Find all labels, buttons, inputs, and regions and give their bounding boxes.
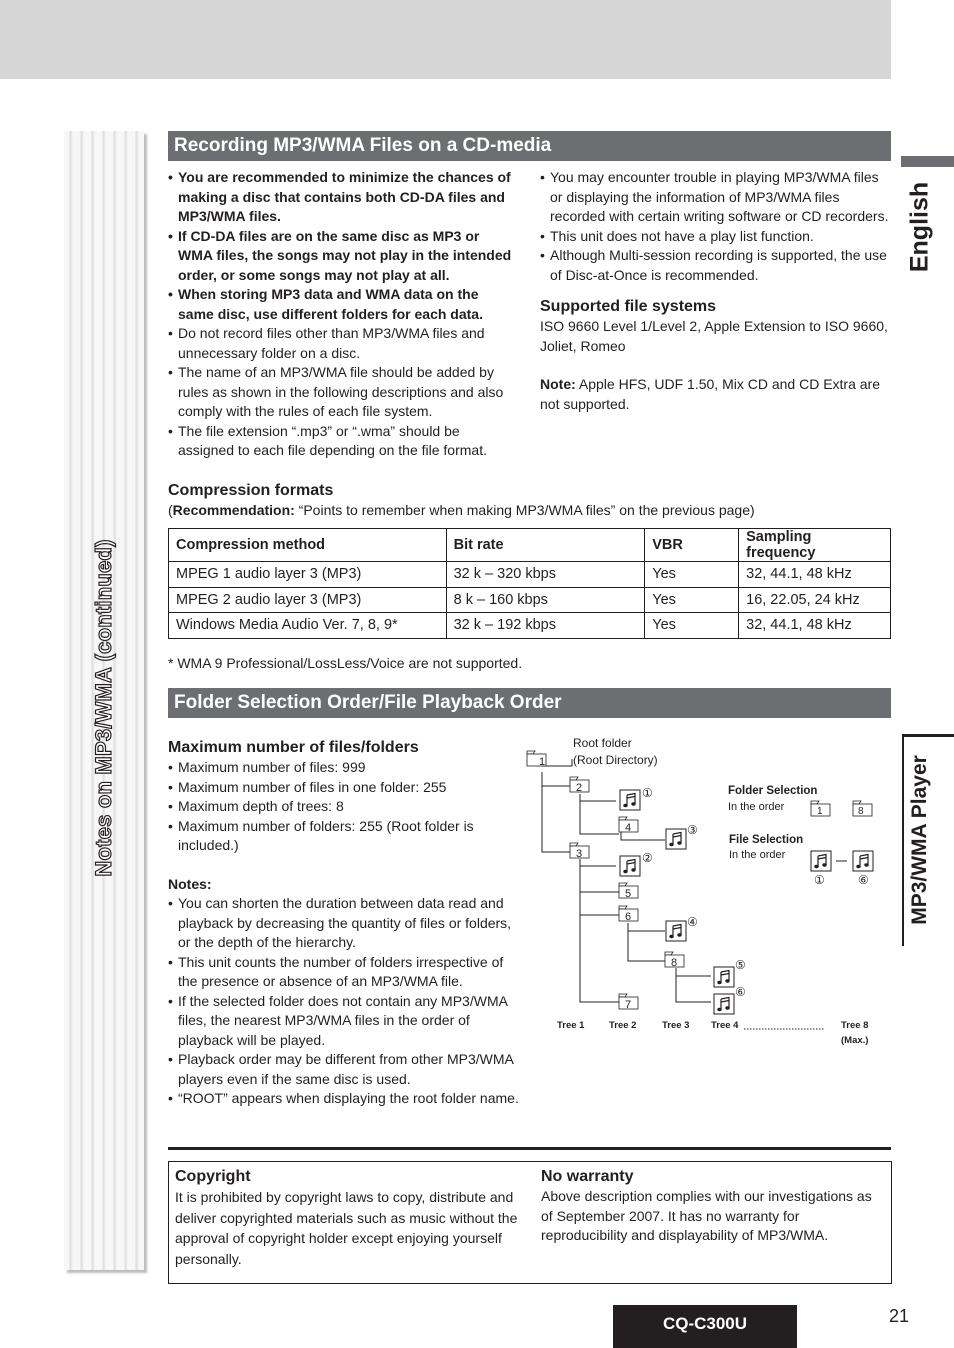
folder-selection-from: 1 — [817, 806, 823, 817]
list-item: • The name of an MP3/WMA file should be added by rules as shown in the following descriptions and also comply with the rules of each file system. — [168, 363, 513, 422]
recommendation-text: “Points to remember when making MP3/WMA files” on the previous page) — [294, 502, 755, 518]
list-item: • Maximum number of folders: 255 (Root folder is included.) — [168, 817, 520, 856]
list-item: • If CD-DA files are on the same disc as MP3 or WMA files, the songs may not play in the intended order, or some songs may not play at all. — [168, 227, 513, 286]
supported-file-systems-text: ISO 9660 Level 1/Level 2, Apple Extension to ISO 9660, Joliet, Romeo — [540, 318, 888, 354]
table-cell: 16, 22.05, 24 kHz — [739, 587, 891, 613]
file-selection-sub: In the order — [729, 849, 786, 861]
tree-label-4: Tree 4 — [711, 1020, 739, 1031]
table-cell: 8 k – 160 kbps — [446, 587, 645, 613]
compression-block — [168, 481, 891, 521]
folder-number-1: 1 — [539, 756, 546, 768]
file-marker-6: ⑥ — [735, 985, 746, 999]
copyright-title: Copyright — [175, 1168, 251, 1185]
table-cell: MPEG 1 audio layer 3 (MP3) — [169, 562, 447, 588]
note-text: Apple HFS, UDF 1.50, Mix CD and CD Extra are not supported. — [540, 376, 880, 412]
list-item: • “ROOT” appears when displaying the root folder name. — [168, 1089, 520, 1109]
tree-label-8: Tree 8 — [841, 1020, 869, 1031]
list-item: • If the selected folder does not contain any MP3/WMA files, the nearest MP3/WMA files in the order of playback will be played. — [168, 992, 520, 1051]
folder-left-column — [168, 738, 520, 1109]
folder-number-2: 2 — [576, 782, 583, 794]
compression-footnote: * WMA 9 Professional/LossLess/Voice are not supported. — [168, 655, 523, 671]
section-heading-folder-order: Folder Selection Order/File Playback Order — [168, 688, 891, 718]
file-system-note — [540, 375, 892, 414]
side-title: Notes on MP3/WMA (continued) — [91, 539, 116, 877]
top-header-bar — [0, 0, 891, 79]
section-heading-recording: Recording MP3/WMA Files on a CD-media — [168, 131, 891, 161]
table-header-row — [169, 529, 891, 562]
warranty-block — [541, 1167, 881, 1246]
list-item: • Maximum number of files in one folder: 255 — [168, 778, 520, 798]
table-cell: Yes — [645, 562, 739, 588]
file-marker-1: ① — [642, 786, 653, 800]
tree-label-3: Tree 3 — [662, 1020, 690, 1031]
list-item: • Maximum number of files: 999 — [168, 758, 520, 778]
folder-tree-diagram — [520, 730, 890, 1060]
header-vbr: VBR — [645, 529, 739, 562]
file-marker-5: ⑤ — [735, 958, 746, 972]
table-cell: 32 k – 320 kbps — [446, 562, 645, 588]
table-cell: MPEG 2 audio layer 3 (MP3) — [169, 587, 447, 613]
copyright-warranty-box — [168, 1161, 892, 1284]
folder-number-3: 3 — [576, 848, 583, 860]
compression-table — [168, 528, 891, 639]
list-item: • The file extension “.mp3” or “.wma” should be assigned to each file depending on the file format. — [168, 422, 513, 461]
warranty-title: No warranty — [541, 1168, 634, 1185]
folder-number-4: 4 — [625, 822, 632, 834]
page-number: 21 — [889, 1306, 910, 1326]
notes-heading: Notes: — [168, 875, 212, 892]
tree-max-label: (Max.) — [841, 1035, 869, 1046]
file-marker-3: ③ — [687, 823, 698, 837]
folder-selection-title: Folder Selection — [728, 785, 818, 797]
recording-right-column — [540, 168, 892, 414]
list-item: • You can shorten the duration between data read and playback by decreasing the quantity of files or folders, or the depth of the hierarchy. — [168, 894, 520, 953]
folder-selection-sub: In the order — [728, 801, 785, 813]
list-item: • You may encounter trouble in playing MP3/WMA files or displaying the information of MP3/WMA files recorded with certain writing software or CD recorders. — [540, 168, 892, 227]
language-tab: English — [905, 181, 934, 273]
folder-number-8: 8 — [671, 957, 678, 969]
table-row — [169, 562, 891, 588]
file-selection-title: File Selection — [729, 834, 804, 846]
folder-number-7: 7 — [625, 999, 632, 1011]
list-item: • Although Multi-session recording is supported, the use of Disc-at-Once is recommended. — [540, 246, 892, 285]
tree-lines — [520, 730, 890, 1060]
recommendation-label: Recommendation: — [172, 502, 295, 518]
list-item: • Do not record files other than MP3/WMA files and unnecessary folder on a disc. — [168, 324, 513, 363]
table-cell: 32, 44.1, 48 kHz — [739, 613, 891, 639]
file-marker-4: ④ — [687, 915, 698, 929]
list-item: • When storing MP3 data and WMA data on the same disc, use different folders for each data. — [168, 285, 513, 324]
folder-selection-to: 8 — [858, 806, 864, 817]
compression-recommendation — [168, 501, 891, 521]
section-tab-line — [902, 734, 904, 946]
folder-number-5: 5 — [625, 888, 632, 900]
root-folder-label: Root folder — [573, 736, 632, 750]
file-selection-to: ⑥ — [858, 873, 869, 887]
warranty-text: Above description complies with our investigations as of September 2007. It has no warranty for reproducibility and displayability of MP3/WMA. — [541, 1188, 872, 1243]
max-files-heading: Maximum number of files/folders — [168, 739, 419, 756]
copyright-block — [175, 1167, 525, 1269]
table-row — [169, 613, 891, 639]
compression-heading: Compression formats — [168, 482, 334, 499]
tree-label-1: Tree 1 — [557, 1020, 585, 1031]
rec-open: ( — [168, 502, 173, 518]
note-label: Note: — [540, 376, 576, 392]
table-row — [169, 587, 891, 613]
file-marker-2: ② — [642, 851, 653, 865]
header-sampling-frequency: Sampling frequency — [739, 529, 891, 562]
language-tab-marker — [901, 156, 954, 167]
list-item: • This unit does not have a play list function. — [540, 227, 892, 247]
header-compression-method: Compression method — [169, 529, 447, 562]
file-selection-from: ① — [814, 873, 825, 887]
table-cell: 32 k – 192 kbps — [446, 613, 645, 639]
recording-left-column — [168, 168, 513, 461]
list-item: • You are recommended to minimize the chances of making a disc that contains both CD-DA files and MP3/WMA files. — [168, 168, 513, 227]
table-cell: Windows Media Audio Ver. 7, 8, 9* — [169, 613, 447, 639]
divider-rule — [168, 1147, 891, 1150]
tree-label-2: Tree 2 — [609, 1020, 637, 1031]
table-cell: Yes — [645, 587, 739, 613]
supported-file-systems-heading: Supported file systems — [540, 298, 717, 315]
model-badge: CQ-C300U — [613, 1305, 797, 1348]
table-cell: 32, 44.1, 48 kHz — [739, 562, 891, 588]
section-tab-marker — [902, 734, 954, 737]
list-item: • This unit counts the number of folders irrespective of the presence or absence of an MP3/WMA file. — [168, 953, 520, 992]
list-item: • Maximum depth of trees: 8 — [168, 797, 520, 817]
folder-number-6: 6 — [625, 911, 632, 923]
root-directory-label: (Root Directory) — [573, 753, 658, 767]
section-tab: MP3/WMA Player — [908, 755, 931, 925]
table-cell: Yes — [645, 613, 739, 639]
list-item: • Playback order may be different from other MP3/WMA players even if the same disc is used. — [168, 1050, 520, 1089]
header-bit-rate: Bit rate — [446, 529, 645, 562]
copyright-text: It is prohibited by copyright laws to copy, distribute and deliver copyrighted materials such as music without the approval of copyright holder except enjoying yourself personally. — [175, 1189, 518, 1267]
